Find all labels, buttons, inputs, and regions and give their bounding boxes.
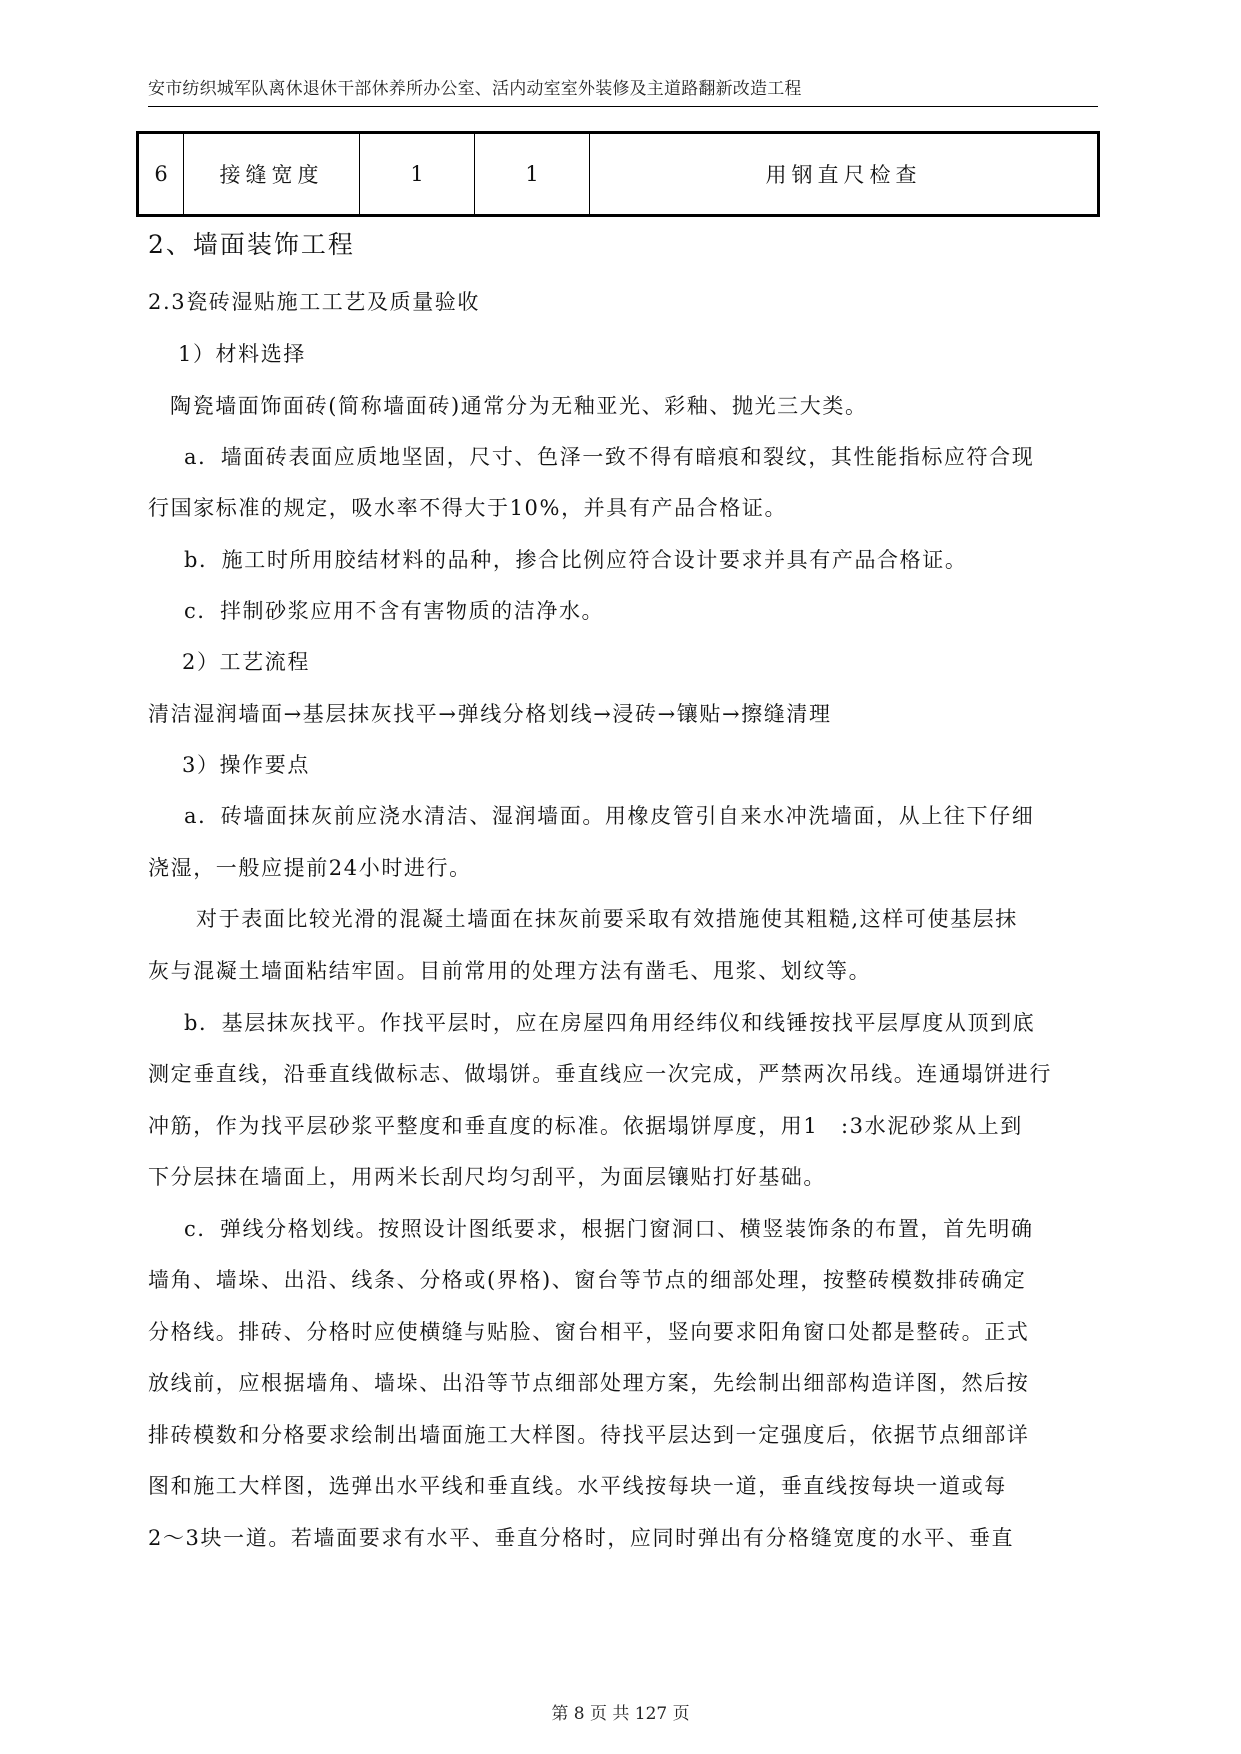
paragraph-line: 3）操作要点 [182, 753, 310, 777]
paragraph-line: 测定垂直线，沿垂直线做标志、做塌饼。垂直线应一次完成，严禁两次吊线。连通塌饼进行 [148, 1062, 1052, 1086]
paragraph-line: 图和施工大样图，选弹出水平线和垂直线。水平线按每块一道，垂直线按每块一道或每 [148, 1474, 1007, 1498]
paragraph-line: 浇湿，一般应提前24小时进行。 [148, 856, 472, 880]
paragraph-line: 墙角、墙垛、出沿、线条、分格或(界格)、窗台等节点的细部处理，按整砖模数排砖确定 [148, 1268, 1027, 1292]
subsection-heading: 2.3瓷砖湿贴施工工艺及质量验收 [148, 290, 480, 314]
document-header-title: 安市纺织城军队离休退休干部休养所办公室、活内动室室外装修及主道路翻新改造工程 [148, 79, 802, 99]
table-cell-value2: 1 [475, 133, 590, 216]
paragraph-line: 放线前，应根据墙角、墙垛、出沿等节点细部处理方案，先绘制出细部构造详图，然后按 [148, 1371, 1030, 1395]
table-row [138, 133, 1099, 216]
paragraph-line: 下分层抹在墙面上，用两米长刮尺均匀刮平，为面层镶贴打好基础。 [148, 1165, 826, 1189]
paragraph-line: 分格线。排砖、分格时应使横缝与贴脸、窗台相平，竖向要求阳角窗口处都是整砖。正式 [148, 1320, 1030, 1344]
table-cell-value1: 1 [360, 133, 475, 216]
page-number-footer: 第 8 页 共 127 页 [551, 1704, 690, 1724]
paragraph-line: 灰与混凝土墙面粘结牢固。目前常用的处理方法有凿毛、甩浆、划纹等。 [148, 959, 872, 983]
table-cell-item: 接缝宽度 [184, 133, 360, 216]
paragraph-line: 2）工艺流程 [182, 650, 310, 674]
paragraph-line: 2～3块一道。若墙面要求有水平、垂直分格时，应同时弹出有分格缝宽度的水平、垂直 [148, 1526, 1015, 1550]
paragraph-line: c．弹线分格划线。按照设计图纸要求，根据门窗洞口、横竖装饰条的布置，首先明确 [184, 1217, 1034, 1241]
header-divider [148, 106, 1098, 107]
process-flow-line: 清洁湿润墙面→基层抹灰找平→弹线分格划线→浸砖→镶贴→擦缝清理 [148, 702, 832, 726]
section-heading: 2、墙面装饰工程 [148, 230, 355, 259]
table-cell-no: 6 [138, 133, 184, 216]
paragraph-line: a．墙面砖表面应质地坚固，尺寸、色泽一致不得有暗痕和裂纹，其性能指标应符合现 [184, 445, 1035, 469]
paragraph-line: 排砖模数和分格要求绘制出墙面施工大样图。待找平层达到一定强度后，依据节点细部详 [148, 1423, 1030, 1447]
paragraph-line: a．砖墙面抹灰前应浇水清洁、湿润墙面。用橡皮管引自来水冲洗墙面，从上往下仔细 [184, 804, 1035, 828]
paragraph-line: 对于表面比较光滑的混凝土墙面在抹灰前要采取有效措施使其粗糙,这样可使基层抹 [196, 907, 1018, 931]
paragraph-line: c．拌制砂浆应用不含有害物质的洁净水。 [184, 599, 605, 623]
paragraph-line: 冲筋，作为找平层砂浆平整度和垂直度的标准。依据塌饼厚度，用1 :3水泥砂浆从上到 [148, 1114, 1023, 1138]
table-cell-method: 用钢直尺检查 [590, 133, 1099, 216]
paragraph-line: 1）材料选择 [178, 342, 306, 366]
paragraph-line: 行国家标准的规定，吸水率不得大于10%，并具有产品合格证。 [148, 496, 788, 520]
paragraph-line: b．施工时所用胶结材料的品种，掺合比例应符合设计要求并具有产品合格证。 [184, 548, 968, 572]
paragraph-line: b．基层抹灰找平。作找平层时，应在房屋四角用经纬仪和线锤按找平层厚度从顶到底 [184, 1011, 1036, 1035]
inspection-table [136, 131, 1100, 217]
paragraph-line: 陶瓷墙面饰面砖(简称墙面砖)通常分为无釉亚光、彩釉、抛光三大类。 [170, 394, 868, 418]
